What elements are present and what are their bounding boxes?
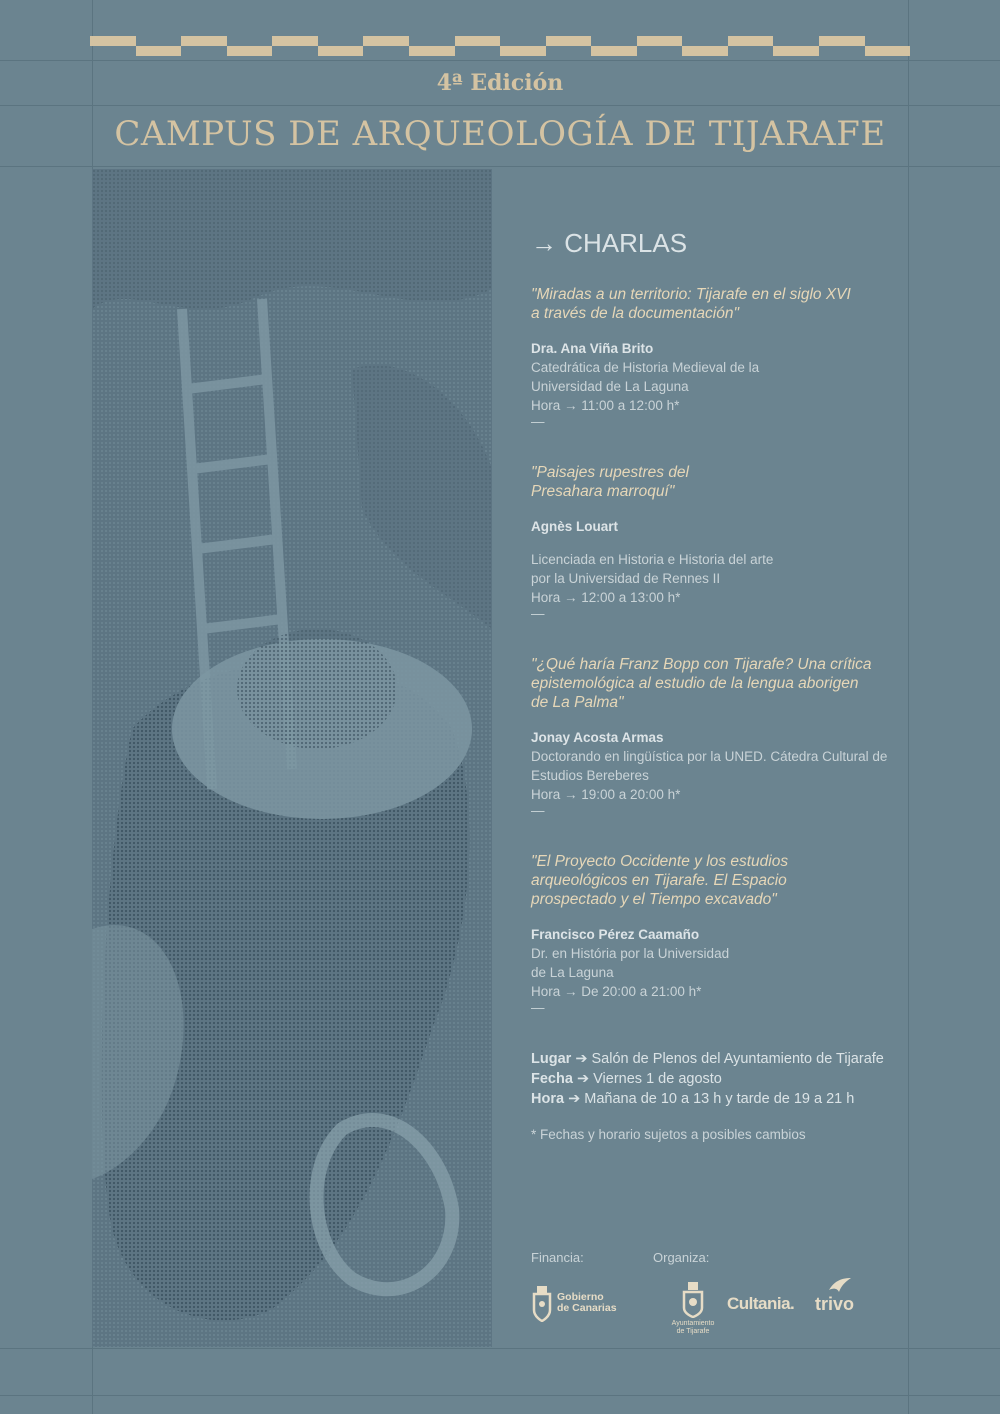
separator-dash: — bbox=[531, 606, 545, 621]
checker-square bbox=[865, 46, 911, 56]
page-title: CAMPUS DE ARQUEOLOGÍA DE TIJARAFE bbox=[114, 114, 886, 154]
info-row-lugar: Lugar ➔ Salón de Plenos del Ayuntamiento de Tijarafe bbox=[531, 1051, 884, 1067]
talks-content bbox=[531, 228, 911, 1142]
checker-square bbox=[409, 36, 455, 46]
disclaimer-note: * Fechas y horario sujetos a posibles cambios bbox=[531, 1127, 806, 1142]
speaker-name: Agnès Louart bbox=[531, 519, 619, 534]
talk-time: Hora → De 20:00 a 21:00 h* bbox=[531, 984, 702, 999]
checker-square bbox=[682, 46, 728, 56]
checker-square bbox=[227, 46, 273, 56]
separator-dash: — bbox=[531, 414, 545, 429]
speaker-affiliation: Dr. en História por la Universidad bbox=[531, 946, 730, 961]
separator-dash: — bbox=[531, 803, 545, 818]
checker-square bbox=[773, 46, 819, 56]
checker-square bbox=[682, 36, 728, 46]
section-heading bbox=[531, 228, 911, 259]
sponsor-logos bbox=[531, 1250, 911, 1350]
checker-square bbox=[728, 36, 774, 46]
arrow-icon: ➔ bbox=[576, 1071, 590, 1087]
checker-square bbox=[318, 46, 364, 56]
checker-square bbox=[500, 46, 546, 56]
halftone-illustration bbox=[92, 169, 492, 1347]
checker-square bbox=[819, 46, 865, 56]
checker-square bbox=[865, 36, 911, 46]
guide-line bbox=[0, 60, 1000, 61]
info-row-fecha: Fecha ➔ Viernes 1 de agosto bbox=[531, 1071, 722, 1087]
checker-square bbox=[728, 46, 774, 56]
checker-square bbox=[819, 36, 865, 46]
organiza-label: Organiza: bbox=[653, 1250, 710, 1265]
checker-square bbox=[181, 36, 227, 46]
arrow-icon: ➔ bbox=[575, 1051, 588, 1067]
ayuntamiento-logo-text: Ayuntamiento de Tijarafe bbox=[671, 1320, 715, 1335]
checker-square bbox=[136, 36, 182, 46]
speaker-affiliation: por la Universidad de Rennes II bbox=[531, 571, 721, 586]
checker-square bbox=[181, 46, 227, 56]
checker-square bbox=[272, 46, 318, 56]
checker-square bbox=[318, 36, 364, 46]
speaker-affiliation bbox=[531, 536, 911, 550]
speaker-affiliation: Estudios Bereberes bbox=[531, 768, 649, 783]
financia-label: Financia: bbox=[531, 1250, 584, 1265]
checker-square bbox=[591, 36, 637, 46]
checker-square bbox=[363, 46, 409, 56]
checker-square bbox=[546, 46, 592, 56]
checker-square bbox=[637, 46, 683, 56]
talk-time: Hora → 11:00 a 12:00 h* bbox=[531, 398, 680, 413]
ayuntamiento-crest-icon bbox=[681, 1280, 705, 1318]
talk-title: "Paisajes rupestres del Presahara marroquí" bbox=[531, 464, 689, 500]
speaker-affiliation: de La Laguna bbox=[531, 965, 614, 980]
checker-square bbox=[637, 36, 683, 46]
gobierno-crest-icon bbox=[531, 1284, 553, 1322]
trivo-logo: trivo bbox=[815, 1294, 855, 1314]
info-row-hora: Hora ➔ Mañana de 10 a 13 h y tarde de 19 a 21 h bbox=[531, 1091, 855, 1107]
gobierno-logo-text: Gobierno de Canarias bbox=[557, 1291, 617, 1314]
event-info bbox=[531, 1049, 911, 1109]
checker-square bbox=[272, 36, 318, 46]
checker-square bbox=[773, 36, 819, 46]
talk-item bbox=[531, 852, 911, 1015]
speaker-name: Dra. Ana Viña Brito bbox=[531, 341, 654, 356]
talk-title: "El Proyecto Occidente y los estudios arqueológicos en Tijarafe. El Espacio prospectado y el Tiempo excavado" bbox=[531, 853, 789, 908]
speaker-name: Jonay Acosta Armas bbox=[531, 730, 664, 745]
speaker-affiliation: Universidad de La Laguna bbox=[531, 379, 689, 394]
checker-square bbox=[90, 46, 136, 56]
checker-square bbox=[409, 46, 455, 56]
checker-square bbox=[227, 36, 273, 46]
checker-square bbox=[90, 36, 136, 46]
section-title: CHARLAS bbox=[564, 228, 688, 258]
checker-border bbox=[90, 36, 910, 56]
arrow-right-icon: → bbox=[531, 228, 557, 258]
talk-list bbox=[531, 285, 911, 1015]
checker-square bbox=[591, 46, 637, 56]
bird-icon bbox=[827, 1276, 853, 1294]
talk-item bbox=[531, 463, 911, 621]
talk-title: "¿Qué haría Franz Bopp con Tijarafe? Una crítica epistemológica al estudio de la lengua aborigen de La Palma" bbox=[531, 656, 872, 711]
guide-line bbox=[0, 1395, 1000, 1396]
checker-square bbox=[546, 36, 592, 46]
guide-line bbox=[0, 166, 1000, 167]
talk-item bbox=[531, 285, 911, 429]
separator-dash: — bbox=[531, 1000, 545, 1015]
speaker-name: Francisco Pérez Caamaño bbox=[531, 927, 700, 942]
talk-time: Hora → 19:00 a 20:00 h* bbox=[531, 787, 681, 802]
checker-square bbox=[136, 46, 182, 56]
talk-time: Hora → 12:00 a 13:00 h* bbox=[531, 590, 681, 605]
cultania-logo: Cultania. bbox=[727, 1294, 795, 1313]
archaeology-photo bbox=[92, 169, 492, 1347]
guide-line bbox=[0, 105, 1000, 106]
speaker-affiliation: Doctorando en lingüística por la UNED. Cátedra Cultural de bbox=[531, 749, 888, 764]
checker-square bbox=[455, 36, 501, 46]
speaker-affiliation: Catedrática de Historia Medieval de la bbox=[531, 360, 760, 375]
checker-square bbox=[455, 46, 501, 56]
talk-item bbox=[531, 655, 911, 818]
speaker-affiliation: Licenciada en Historia e Historia del arte bbox=[531, 552, 774, 567]
arrow-icon: ➔ bbox=[568, 1091, 581, 1107]
talk-title: "Miradas a un territorio: Tijarafe en el siglo XVI a través de la documentación" bbox=[531, 286, 851, 322]
checker-square bbox=[500, 36, 546, 46]
checker-square bbox=[363, 36, 409, 46]
edition-label: 4ª Edición bbox=[436, 70, 564, 96]
